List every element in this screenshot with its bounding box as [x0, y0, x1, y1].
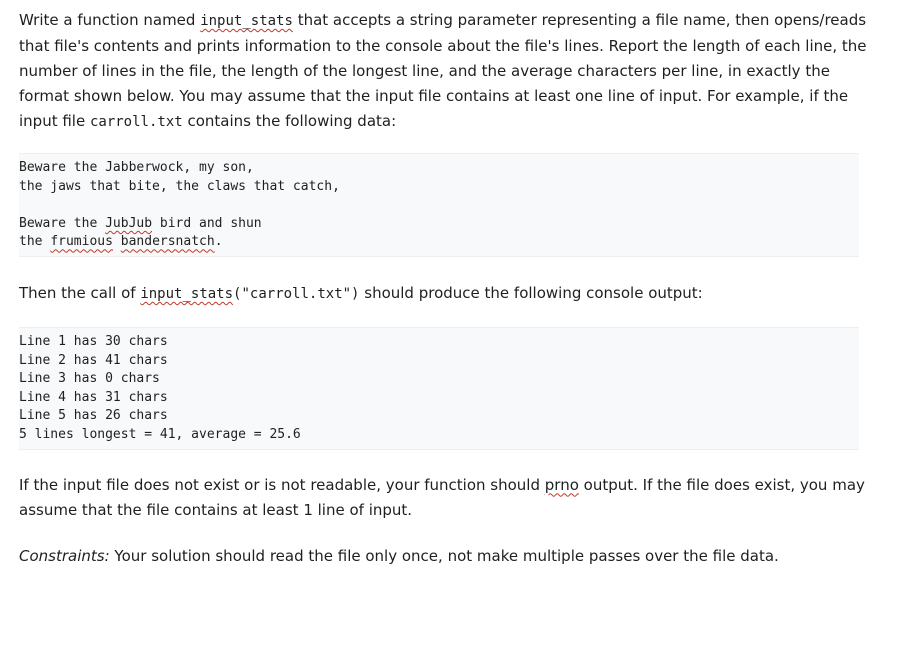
poem-line-3 — [19, 196, 859, 215]
call-arguments: ("carroll.txt") — [233, 285, 360, 302]
poem-word-frumious: frumious — [50, 234, 113, 250]
poem-word-jubjub: JubJub — [105, 215, 153, 231]
function-name: input_stats — [200, 13, 293, 29]
missing-suffix: output. If the file does exist, you may assume that the file contains at least 1 line of input. — [19, 475, 865, 519]
output-line-5: Line 5 has 26 chars — [19, 408, 168, 424]
output-summary-line: 5 lines longest = 41, average = 25.6 — [19, 426, 301, 442]
poem-line-5-start: the — [19, 234, 51, 250]
input-file-contents — [19, 153, 859, 257]
missing-prefix: If the input file does not exist or is not readable, your function should — [19, 475, 545, 494]
call-paragraph — [19, 281, 882, 307]
call-prefix: Then the call of — [19, 283, 141, 302]
output-line-3: Line 3 has 0 chars — [19, 371, 160, 387]
poem-line-5 — [19, 233, 859, 252]
output-line-4: Line 4 has 31 chars — [19, 389, 168, 405]
poem-line-2: the jaws that bite, the claws that catch, — [19, 178, 340, 194]
poem-word-bandersnatch: bandersnatch — [120, 234, 215, 250]
constraints-label: Constraints: — [19, 546, 110, 565]
poem-line-5-end: . — [214, 234, 223, 250]
intro-prefix: Write a function named — [19, 11, 201, 29]
output-line-2: Line 2 has 41 chars — [19, 352, 168, 368]
output-line-1: Line 1 has 30 chars — [19, 333, 168, 349]
misspelled-word: prno — [544, 475, 579, 494]
poem-line-5-space — [113, 234, 121, 249]
call-function-name: input_stats — [140, 285, 234, 302]
missing-file-paragraph — [19, 473, 882, 523]
input-file-name: carroll.txt — [89, 114, 183, 130]
constraints-paragraph — [19, 544, 882, 569]
intro-end: contains the following data: — [182, 112, 397, 130]
console-output — [19, 327, 859, 450]
poem-line-1: Beware the Jabberwock, my son, — [19, 160, 254, 175]
intro-paragraph — [19, 8, 882, 135]
poem-line-4-start: Beware the — [19, 215, 106, 231]
poem-line-4 — [19, 215, 859, 234]
call-suffix: should produce the following console output: — [359, 283, 703, 302]
poem-line-4-end: bird and shun — [152, 215, 262, 231]
intro-suffix: that accepts a string parameter representing a file name, then opens/reads that file's contents and prints information to the console about the file's lines. Report the length of each line, the number of lines in the file, the length of the longest line, and the average characters per line, in exactly the format shown below. You may assume that the input file contains at least one line of input. For example, if the input file — [19, 11, 867, 130]
constraints-text: Your solution should read the file only once, not make multiple passes over the file data. — [109, 546, 779, 565]
